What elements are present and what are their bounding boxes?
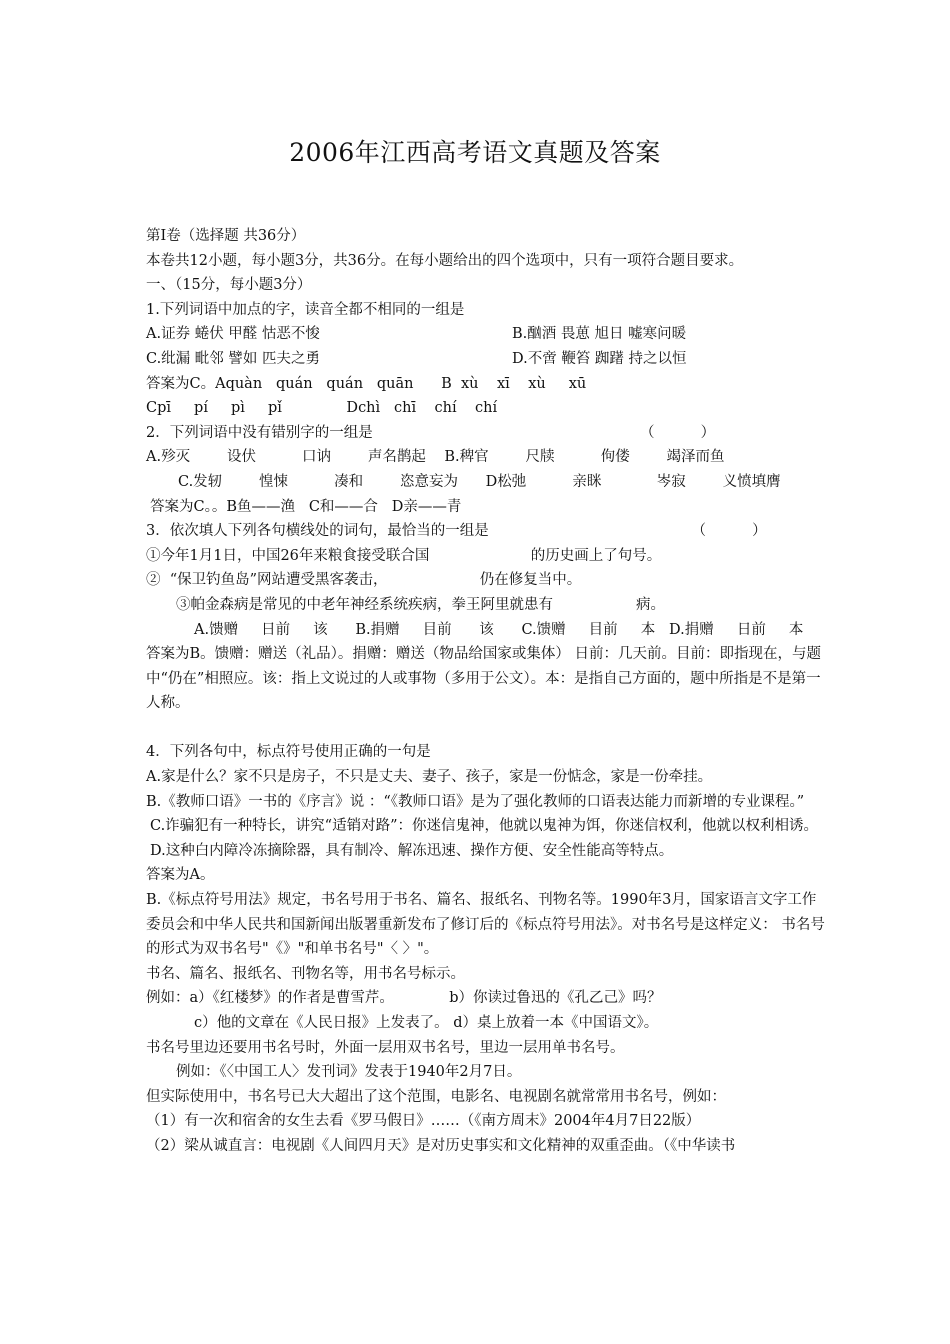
q1-options-ab	[146, 322, 826, 347]
q1-answer: 答案为C。Aquàn quán quán quān B xù xī xù xū	[146, 375, 587, 392]
example-ab: 例如：a）《红楼梦》的作者是曹雪芹。 b）你读过鲁迅的《孔乙己》吗？	[146, 990, 662, 1007]
nested-rule: 书名号里边还要用书名号时，外面一层用双书名号，里边一层用单书名号。	[146, 1039, 625, 1056]
q2-answer: 答案为C。。B鱼——渔 C和——合 D亲——青	[150, 498, 462, 515]
document-title: 2006年江西高考语文真题及答案	[289, 138, 661, 167]
q1-option-a: A.证券 蜷伏 甲醛 怙恶不悛	[146, 326, 320, 343]
document-body	[146, 224, 826, 1159]
q4-option-d: D.这种白内障冷冻摘除器，具有制冷、解冻迅速、操作方便、安全性能高等特点。	[150, 842, 674, 859]
q4-explanation-2: 书名、篇名、报纸名、刊物名等，用书名号标示。	[146, 965, 465, 982]
nested-example: 例如：《〈中国工人〉发刊词》发表于1940年2月7日。	[176, 1064, 522, 1081]
q3-answer: 答案为B。馈赠：赠送（礼品）。捐赠：赠送（物品给国家或集体） 日前：几天前。目前：即指现在，与题中“仍在”相照应。该：指上文说过的人或事物（多用于公文）。本：是指自己方面的，题中所指是不是第一人称。	[146, 646, 822, 712]
spacer	[146, 716, 826, 741]
q2-options-cd: C.发轫 惶悚 凑和 恣意妄为 D松弛 亲眯 岑寂 义愤填膺	[178, 473, 781, 490]
part-heading: 一、（15分，每小题3分）	[146, 277, 312, 294]
question-3: 3．依次填人下列各句横线处的词句，最恰当的一组是 （ ）	[146, 523, 767, 540]
example-cd: c）他的文章在《人民日报》上发表了。 d）桌上放着一本《中国语文》。	[194, 1015, 659, 1031]
q1-option-c: C.纰漏 毗邻 譬如 匹夫之勇	[146, 350, 321, 367]
q2-options-ab: A.殄灭 设伏 口讷 声名鹊起 B.稗官 尺牍 佝偻 竭泽而鱼	[146, 449, 725, 466]
q4-answer: 答案为A。	[146, 867, 215, 884]
section-heading: 第Ⅰ卷（选择题 共36分）	[146, 228, 306, 244]
q4-explanation: B.《标点符号用法》规定，书名号用于书名、篇名、报纸名、刊物名等。1990年3月，国家语言文字工作委员会和中华人民共和国新闻出版署重新发布了修订后的《标点符号用法》。对书名号是这样定义： 书名号的形式为双书名号"《》"和单书名号"〈 〉"。	[146, 892, 825, 958]
question-4: 4．下列各句中，标点符号使用正确的一句是	[146, 744, 431, 761]
q3-sentence-2: ② “保卫钓鱼岛”网站遭受黑客袭击， 仍在修复当中。	[146, 572, 582, 589]
q1-option-b: B.酗酒 畏葸 旭日 嘘寒问暖	[512, 326, 687, 343]
q3-options: A.馈赠 日前 该 B.捐赠 目前 该 C.馈赠 目前 本 D.捐赠 日前 本	[194, 621, 804, 638]
usage-note: 但实际使用中，书名号已大大超出了这个范围，电影名、电视剧名就常常用书名号，例如：	[146, 1088, 726, 1105]
q3-sentence-1: ①今年1月1日，中国26年来粮食接受联合国 的历史画上了句号。	[146, 547, 662, 564]
question-1: 1.下列词语中加点的字，读音全都不相同的一组是	[146, 301, 465, 318]
usage-example-1: （1）有一次和宿舍的女生去看《罗马假日》……（《南方周末》2004年4月7日22版）	[146, 1113, 701, 1130]
q1-option-d: D.不啻 鞭笞 踟躇 持之以恒	[512, 350, 687, 367]
question-2: 2．下列词语中没有错别字的一组是 （ ）	[146, 424, 716, 441]
q1-answer-cont: Cpī pí pì pǐ Dchì chī chí chí	[146, 400, 498, 417]
q1-options-cd	[146, 347, 826, 372]
q4-option-a: A.家是什么？家不只是房子，不只是丈夫、妻子、孩子，家是一份惦念，家是一份牵挂。	[146, 769, 713, 786]
q4-option-c: C.诈骗犯有一种特长，讲究“适销对路”：你迷信鬼神，他就以鬼神为饵，你迷信权利，他就以权利相诱。	[150, 818, 819, 835]
instructions: 本卷共12小题，每小题3分，共36分。在每小题给出的四个选项中，只有一项符合题目要求。	[146, 252, 744, 269]
usage-example-2: （2）梁从诚直言：电视剧《人间四月天》是对历史事实和文化精神的双重歪曲。（《中华读书	[146, 1137, 736, 1154]
q3-sentence-3: ③帕金森病是常见的中老年神经系统疾病，拳王阿里就患有 病。	[176, 596, 665, 613]
q4-option-b: B.《教师口语》一书的《序言》说 ：“《教师口语》是为了强化教师的口语表达能力而新增的专业课程。”	[146, 793, 805, 810]
